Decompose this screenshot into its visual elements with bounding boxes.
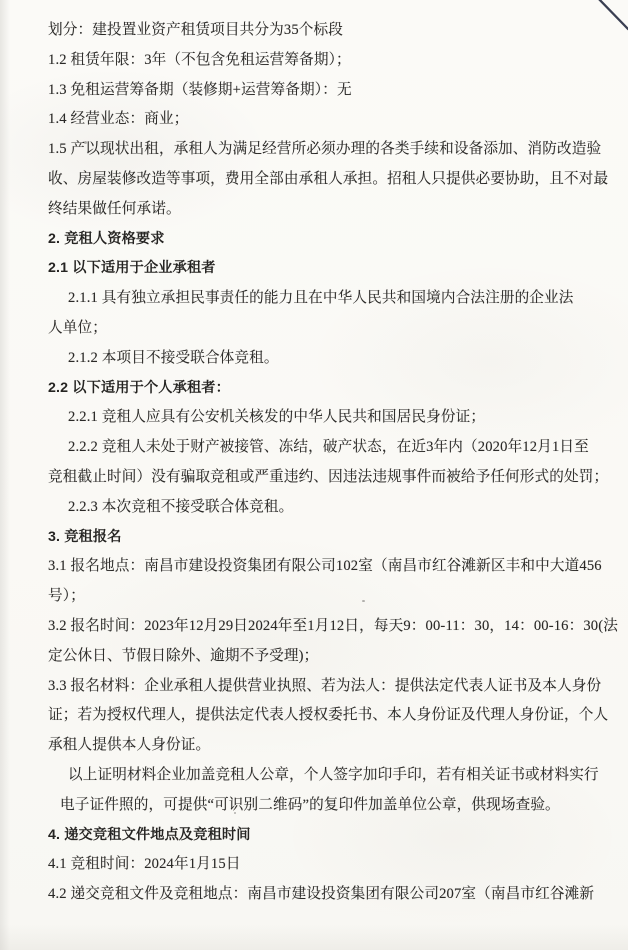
document-line: 定公休日、节假日除外、逾期不予受理)； [48, 647, 319, 664]
document-line: 证；若为授权代理人，提供法定代表人授权委托书、本人身份证及代理人身份证，个人 [48, 707, 609, 724]
document-line: 2.2.2 竞租人未处于财产被接管、冻结，破产状态，在近3年内（2020年12月1日至 [68, 439, 589, 456]
document-line: 1.2 租赁年限：3年（不包含免租运营筹备期）； [48, 51, 351, 68]
document-line: 1.4 经营业态：商业； [48, 111, 189, 128]
document-line: 承租人提供本人身份证。 [48, 737, 211, 754]
document-line: 3.2 报名时间：2023年12月29日2024年至1月12日，每天9：00-11：30，14：00-16：30(法 [48, 617, 619, 634]
document-line: 人单位； [48, 319, 107, 336]
document-line: 3.3 报名材料：企业承租人提供营业执照、若为法人：提供法定代表人证书及本人身份 [48, 677, 602, 694]
left-scan-shadow [0, 0, 10, 950]
document-line: 1.5 产以现状出租，承租人为满足经营所必须办理的各类手续和设备添加、消防改造验 [48, 141, 602, 158]
document-line: 4.1 竞租时间：2024年1月15日 [48, 856, 241, 873]
document-line: 划分：建投置业资产租赁项目共分为35个标段 [48, 22, 344, 38]
document-line: 电子证件照的，可提供“可识别二维码”的复印件加盖单位公章，供现场查验。 [60, 796, 560, 813]
bottom-scan-shade [0, 924, 628, 950]
document-line: 号）； [48, 588, 85, 605]
document-line: 2.1 以下适用于企业承租者 [48, 260, 216, 277]
document-line: 2.2.1 竞租人应具有公安机关核发的中华人民共和国居民身份证； [68, 409, 486, 426]
document-line: 2.1.2 本项目不接受联合体竞租。 [68, 349, 279, 366]
document-line: 4.2 递交竞租文件及竞租地点：南昌市建设投资集团有限公司207室（南昌市红谷滩新 [48, 886, 595, 903]
document-line: 3.1 报名地点：南昌市建设投资集团有限公司102室（南昌市红谷滩新区丰和中大道456 [48, 558, 602, 575]
document-line: 2.1.1 具有独立承担民事责任的能力且在中华人民共和国境内合法注册的企业法 [68, 290, 574, 307]
document-line: 终结果做任何承诺。 [48, 200, 181, 217]
document-line: 2. 竞租人资格要求 [48, 230, 165, 247]
document-line: 3. 竞租报名 [48, 528, 122, 545]
document-line: 4. 递交竞租文件地点及竞租时间 [48, 826, 251, 843]
document-line: 1.3 免租运营筹备期（装修期+运营筹备期）：无 [48, 81, 352, 98]
document-line: 收、房屋装修改造等事项，费用全部由承租人承担。招租人只提供必要协助，且不对最 [48, 170, 609, 187]
document-line: 2.2 以下适用于个人承租者： [48, 379, 230, 396]
document-line: 竞租截止时间）没有骗取竞租或严重违约、因违法违规事件而被给予任何形式的处罚； [48, 468, 609, 485]
document-line: 2.2.3 本次竞租不接受联合体竞租。 [68, 498, 294, 515]
document-text [48, 16, 619, 910]
document-line: 以上证明材料企业加盖竞租人公章，个人签字加印手印，若有相关证书或材料实行 [68, 766, 599, 783]
